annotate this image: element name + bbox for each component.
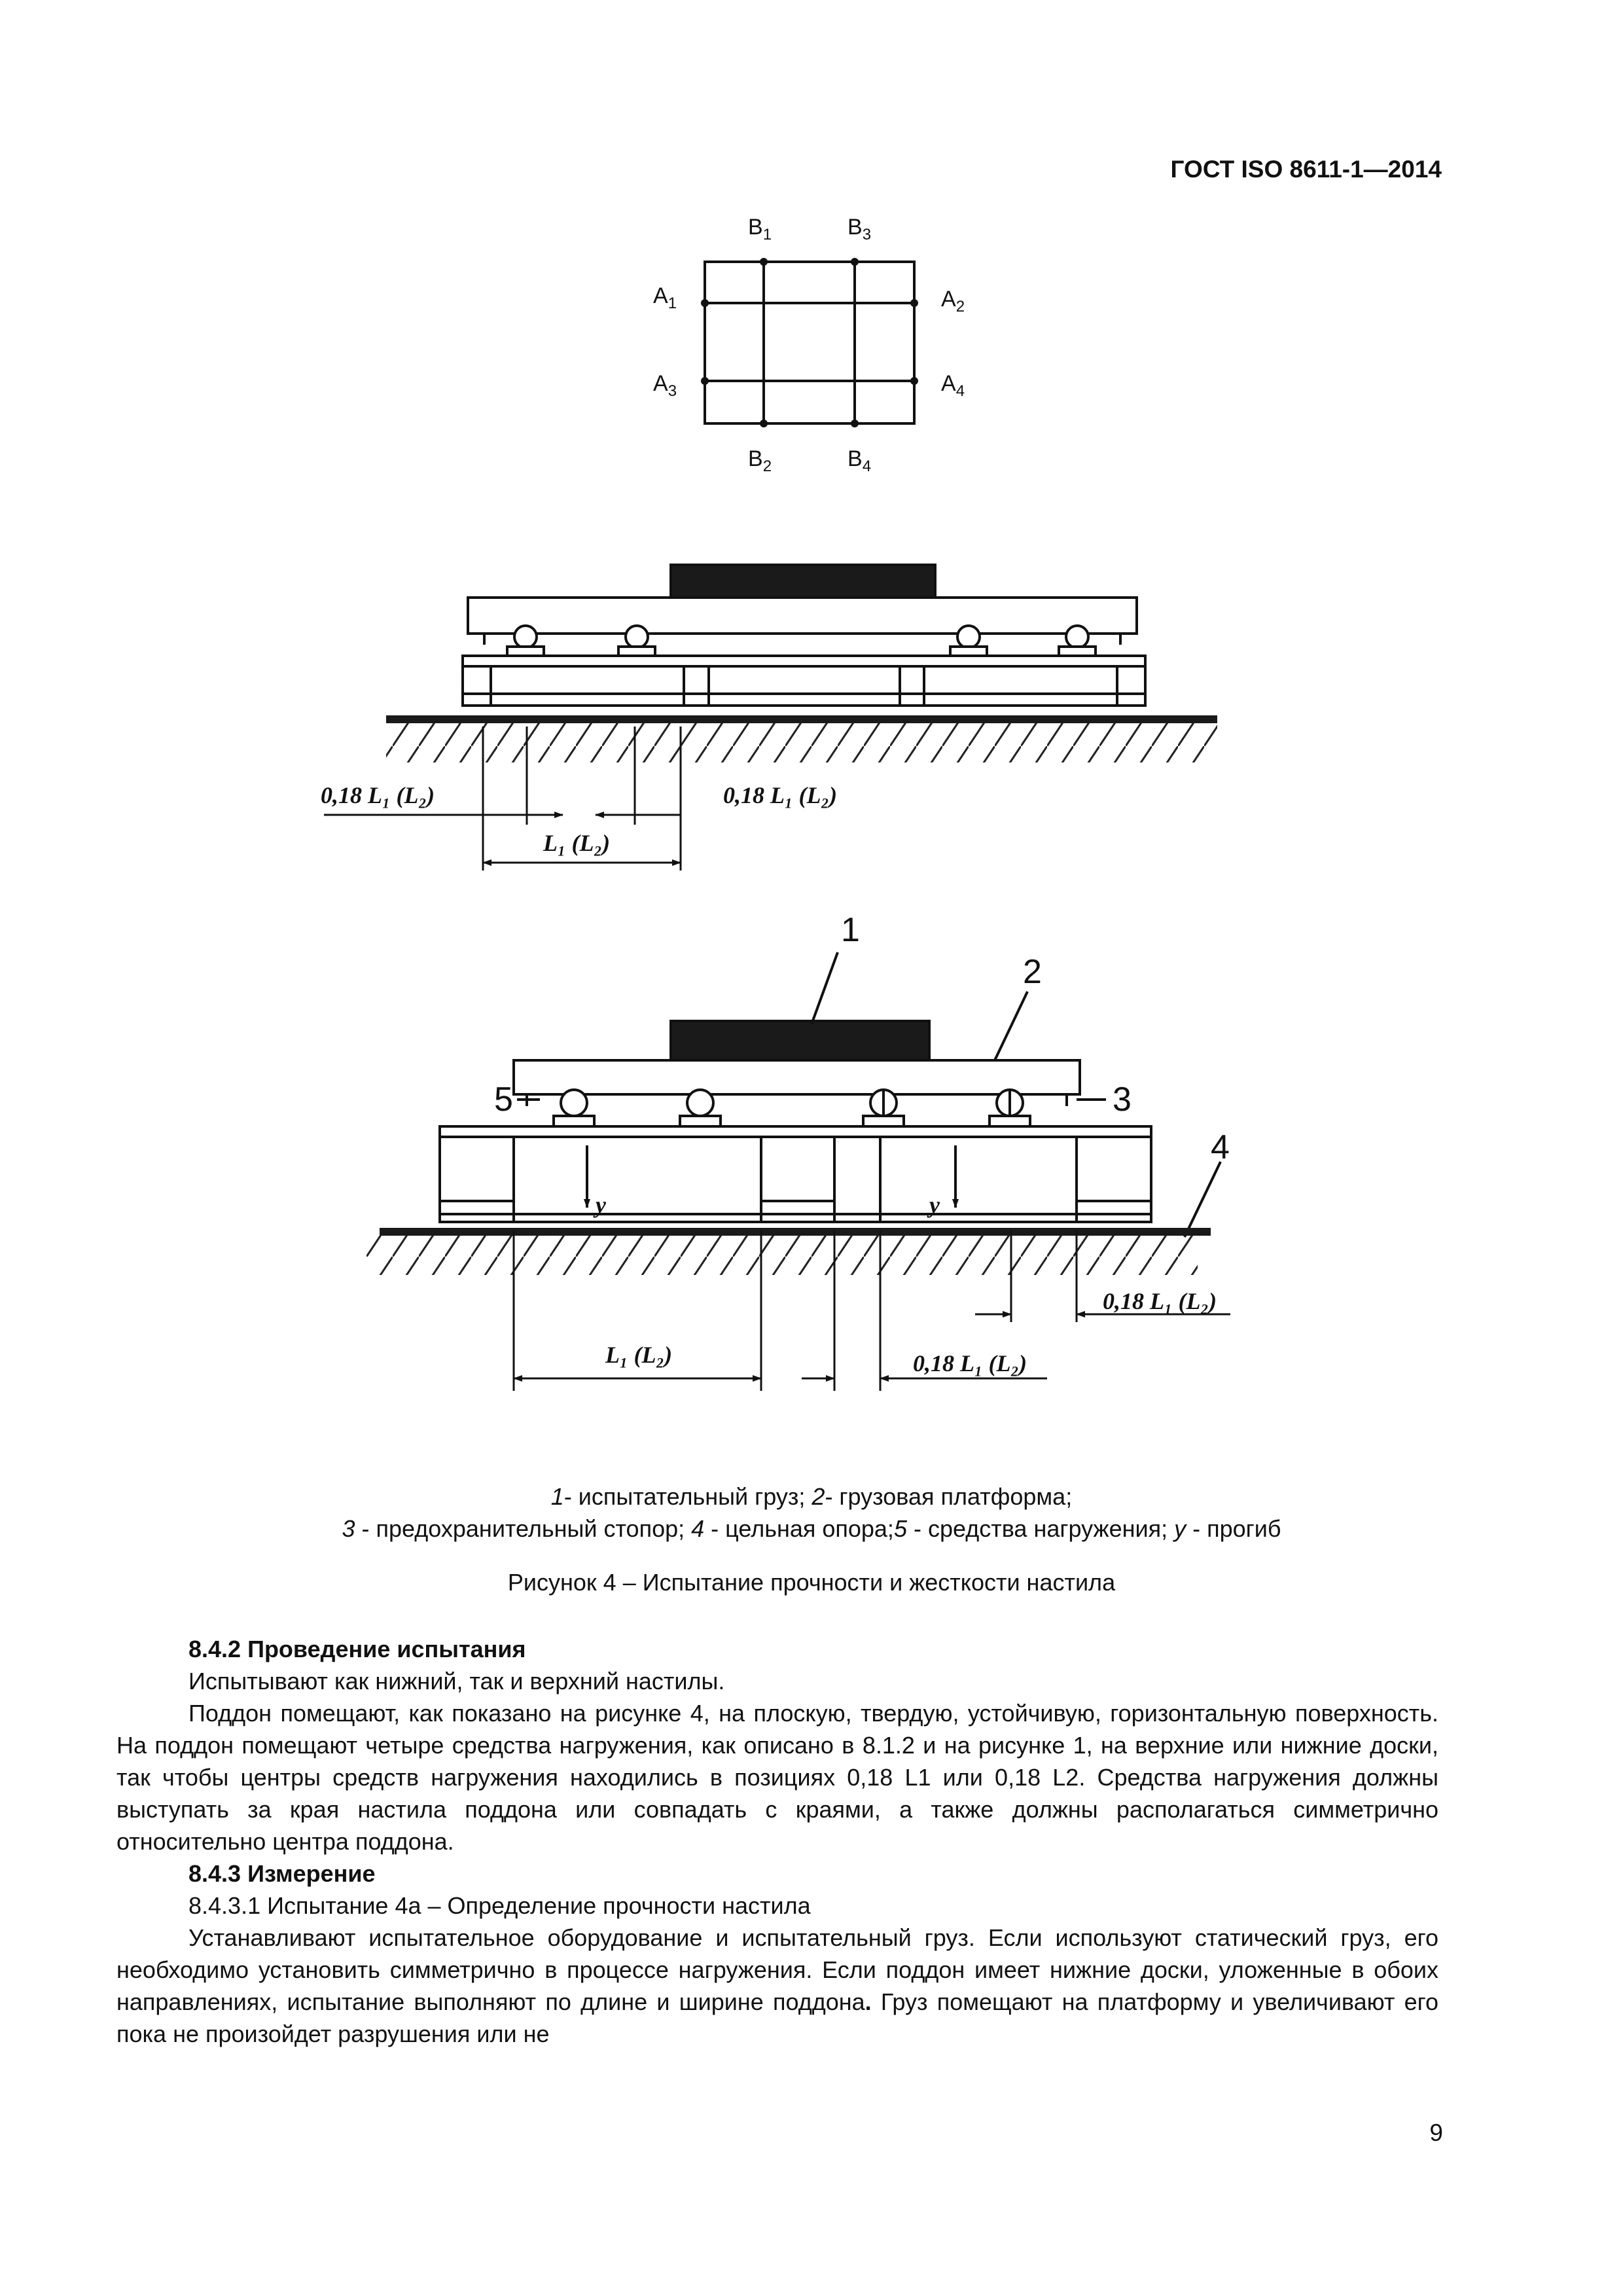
dim-offset-bottom: 0,18 L₁ (L₂) xyxy=(913,1350,1027,1376)
point-a2: $A_2$ xyxy=(941,287,965,315)
point-a4: $A_4$ xyxy=(941,371,965,400)
section-8-4-2 xyxy=(116,1633,1438,2050)
callout-4: 4 xyxy=(1211,1128,1230,1166)
dim-offset-left: 0,18 L₁ (L₂) xyxy=(321,782,435,808)
heading-8-4-2: 8.4.2 Проведение испытания xyxy=(188,1636,526,1662)
point-a3: $A_3$ xyxy=(653,371,677,400)
callout-2: 2 xyxy=(1023,953,1042,991)
dim-offset-right-bottom: 0,18 L₁ (L₂) xyxy=(1103,1288,1217,1314)
subheading-8-4-3-1: 8.4.3.1 Испытание 4а – Определение прочности настила xyxy=(188,1892,811,1919)
figure-legend-line-2: 3 - предохранительный стопор; 4 - цельная опора;5 - средства нагружения; у - прогиб xyxy=(342,1515,1281,1542)
deflection-y-left: y xyxy=(596,1192,606,1218)
dim-offset-right: 0,18 L₁ (L₂) xyxy=(723,782,838,808)
dim-span-1: L₁ (L₂) xyxy=(543,830,611,856)
plan-view xyxy=(705,262,914,423)
figure-caption: Рисунок 4 – Испытание прочности и жесткости настила xyxy=(507,1569,1116,1596)
page-number: 9 xyxy=(1429,2119,1443,2146)
ground-1 xyxy=(386,715,1217,762)
standard-number: ГОСТ ISO 8611-1—2014 xyxy=(1170,156,1442,183)
deflection-y-right: y xyxy=(929,1192,940,1218)
side-view-2 xyxy=(440,952,1221,1237)
point-b4: $B_4$ xyxy=(847,446,872,475)
callout-1: 1 xyxy=(841,911,860,949)
callout-5: 5 xyxy=(494,1081,513,1119)
heading-8-4-3: 8.4.3 Измерение xyxy=(188,1860,376,1887)
paragraph-test-4a: Устанавливают испытательное оборудование и испытательный груз. Если используют статический груз, его необходимо установить симметрично в процессе нагружения. Если поддон имеет нижние доски, уложенные в обоих направлениях, испытание выполняют по длине и ширине поддона. Груз помещают на платформу и увеличивают его пока не произойдет разрушения или не xyxy=(116,1924,1438,2047)
point-b3: $B_3$ xyxy=(847,215,872,243)
paragraph-placement: Поддон помещают, как показано на рисунке 4, на плоскую, твердую, устойчивую, горизонтальную поверхность. На поддон помещают четыре средства нагружения, как описано в 8.1.2 и на рисунке 1, на верхние или нижние доски, так чтобы центры средств нагружения находились в позициях 0,18 L1 или 0,18 L2. Средства нагружения должны выступать за края настила поддона или совпадать с краями, а также должны располагаться симметрично относительно центра поддона. xyxy=(116,1700,1438,1855)
point-b1: $B_1$ xyxy=(748,215,772,243)
paragraph-both-decks: Испытывают как нижний, так и верхний настилы. xyxy=(188,1668,725,1695)
figure-legend-line-1: 1- испытательный груз; 2- грузовая платформа; xyxy=(550,1483,1073,1510)
callout-3: 3 xyxy=(1113,1081,1132,1119)
side-view-1 xyxy=(463,565,1145,706)
point-a1: $A_1$ xyxy=(653,283,677,312)
ground-2 xyxy=(366,1228,1211,1275)
dim-span-2: L₁ (L₂) xyxy=(605,1342,673,1368)
point-b2: $B_2$ xyxy=(748,446,772,475)
